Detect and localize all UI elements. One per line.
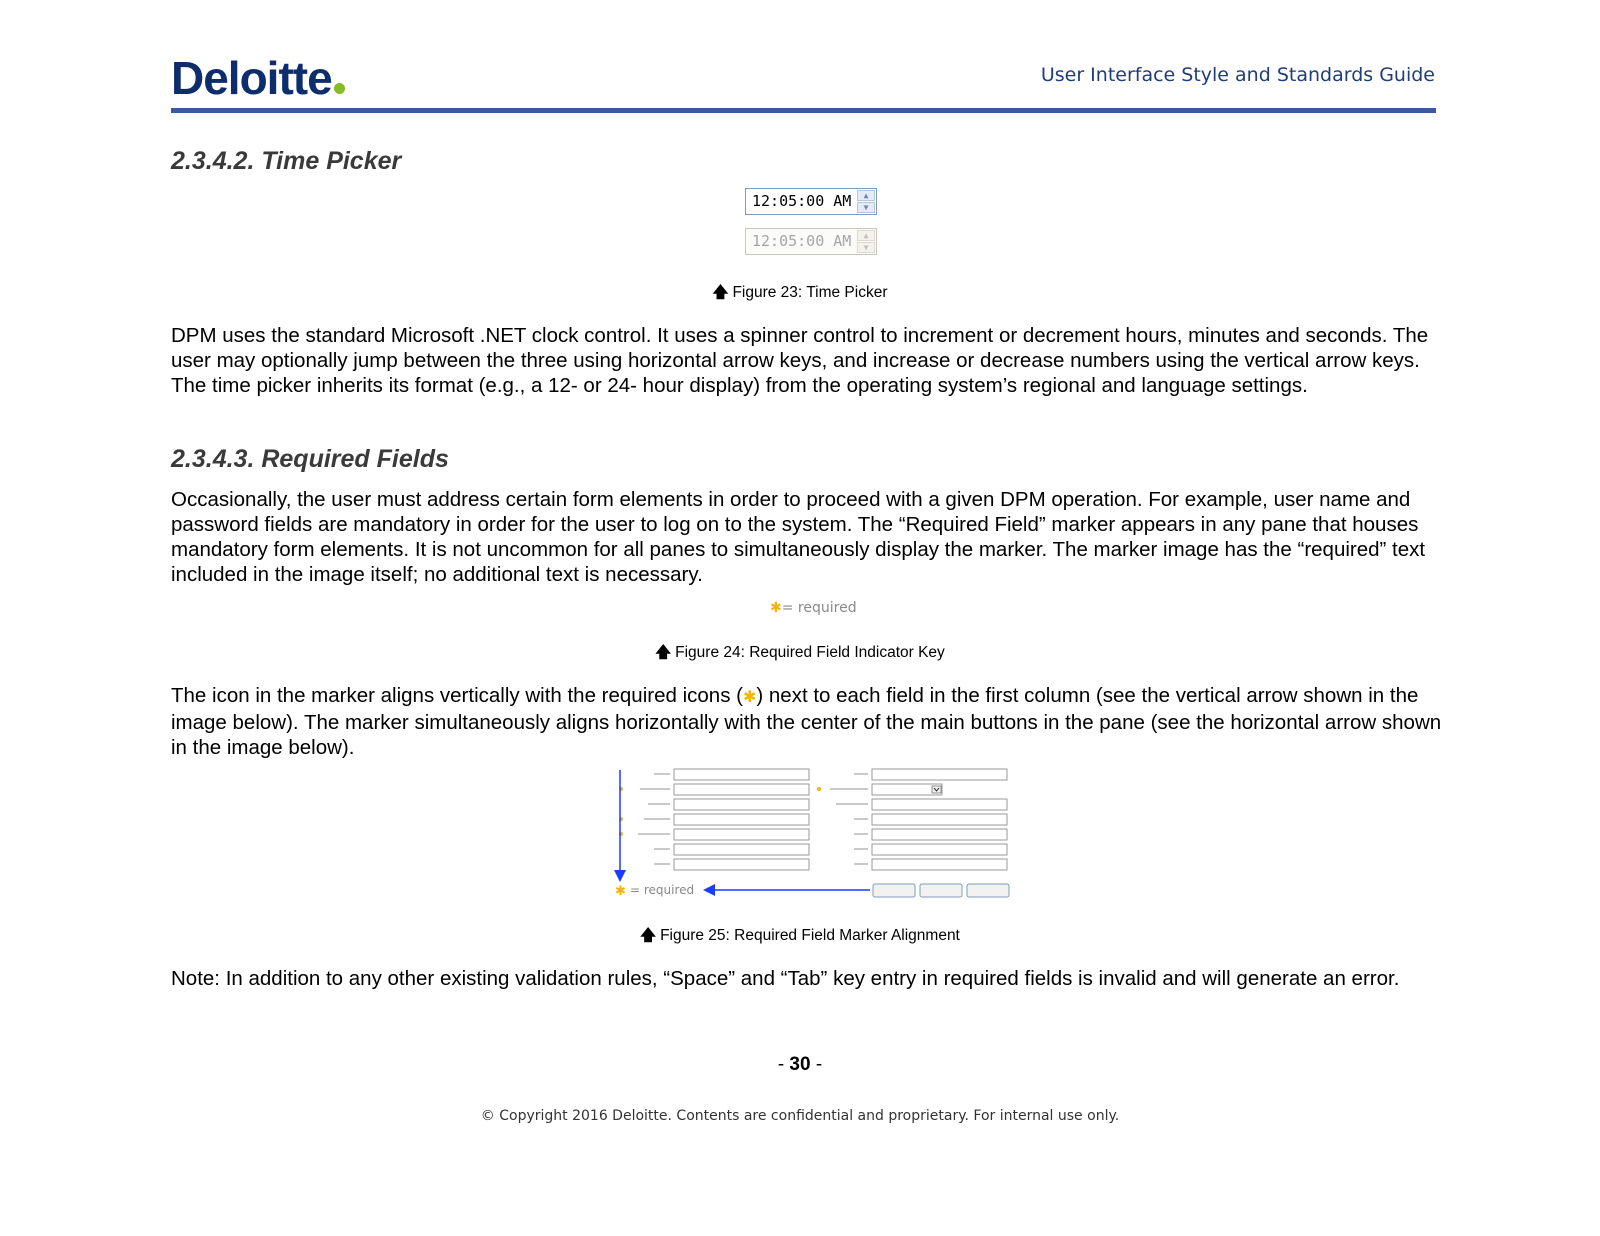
- pane-buttons: [873, 884, 1009, 897]
- figure-caption: 🡅 Figure 25: Required Field Marker Alignment: [640, 927, 960, 944]
- note-paragraph: Note: In addition to any other existing validation rules, “Space” and “Tab” key entry in required fields is invalid and will generate an error.: [171, 967, 1400, 990]
- form-screenshot: [612, 764, 1012, 904]
- figure-caption: 🡅 Figure 24: Required Field Indicator Key: [655, 644, 945, 661]
- time-spinner[interactable]: [857, 190, 875, 213]
- time-picker-value: 12:05:00 AM: [752, 192, 852, 210]
- guide-title: User Interface Style and Standards Guide: [1040, 64, 1435, 86]
- spinner-up-icon[interactable]: ▲: [857, 190, 875, 201]
- required-star-icon: ✱: [770, 600, 782, 616]
- header-rule: [171, 108, 1436, 113]
- up-arrow-icon: 🡅: [655, 644, 672, 661]
- section-heading-required-fields: 2.3.4.3. Required Fields: [171, 445, 449, 473]
- spinner-up-icon: ▲: [857, 230, 875, 241]
- time-spinner-disabled: [857, 230, 875, 253]
- body-paragraph: The icon in the marker aligns vertically with the required icons (✱) next to each field in the first column (see the vertical arrow shown in the image below). The marker simultaneously aligns horizontally with the center of the main buttons in the pane (see the horizontal arrow shown in the image below).: [171, 684, 1442, 759]
- copyright-notice: © Copyright 2016 Deloitte. Contents are confidential and proprietary. For internal use only.: [480, 1108, 1120, 1124]
- page-number: - 30 -: [777, 1054, 823, 1075]
- required-indicator-key: ✱= required: [770, 600, 857, 616]
- required-marker-text: = required: [630, 883, 695, 897]
- logo-green-dot: [334, 83, 345, 94]
- deloitte-logo: Deloitte: [171, 52, 345, 104]
- time-picker-value: 12:05:00 AM: [752, 232, 852, 250]
- figure-caption: 🡅 Figure 23: Time Picker: [712, 284, 888, 301]
- time-picker-disabled: [745, 228, 877, 255]
- section-heading-time-picker: 2.3.4.2. Time Picker: [171, 147, 402, 175]
- body-paragraph: DPM uses the standard Microsoft .NET clock control. It uses a spinner control to increment or decrement hours, minutes and seconds. The user may optionally jump between the three using horizontal arrow keys, and increase or decrease numbers using the vertical arrow keys. The time picker inherits its format (e.g., a 12- or 24- hour display) from the operating system’s regional and language settings.: [171, 324, 1429, 397]
- required-star-icon: ✱: [742, 689, 757, 706]
- up-arrow-icon: 🡅: [640, 927, 657, 944]
- spinner-down-icon[interactable]: ▼: [857, 202, 875, 213]
- time-picker-enabled[interactable]: [745, 188, 877, 215]
- up-arrow-icon: 🡅: [712, 284, 729, 301]
- right-column-fields: [830, 769, 1007, 870]
- spinner-down-icon: ▼: [857, 242, 875, 253]
- body-paragraph: Occasionally, the user must address certain form elements in order to proceed with a given DPM operation. For example, user name and password fields are mandatory in order for the user to log on to the system. The “Required Field” marker appears in any pane that houses mandatory form elements. It is not uncommon for all panes to simultaneously display the marker. The marker image has the “required” text included in the image itself; no additional text is necessary.: [171, 488, 1426, 586]
- left-column-fields: [638, 769, 809, 870]
- required-marker-alignment-figure: [612, 764, 1012, 904]
- required-star-icon: ✱: [615, 884, 626, 899]
